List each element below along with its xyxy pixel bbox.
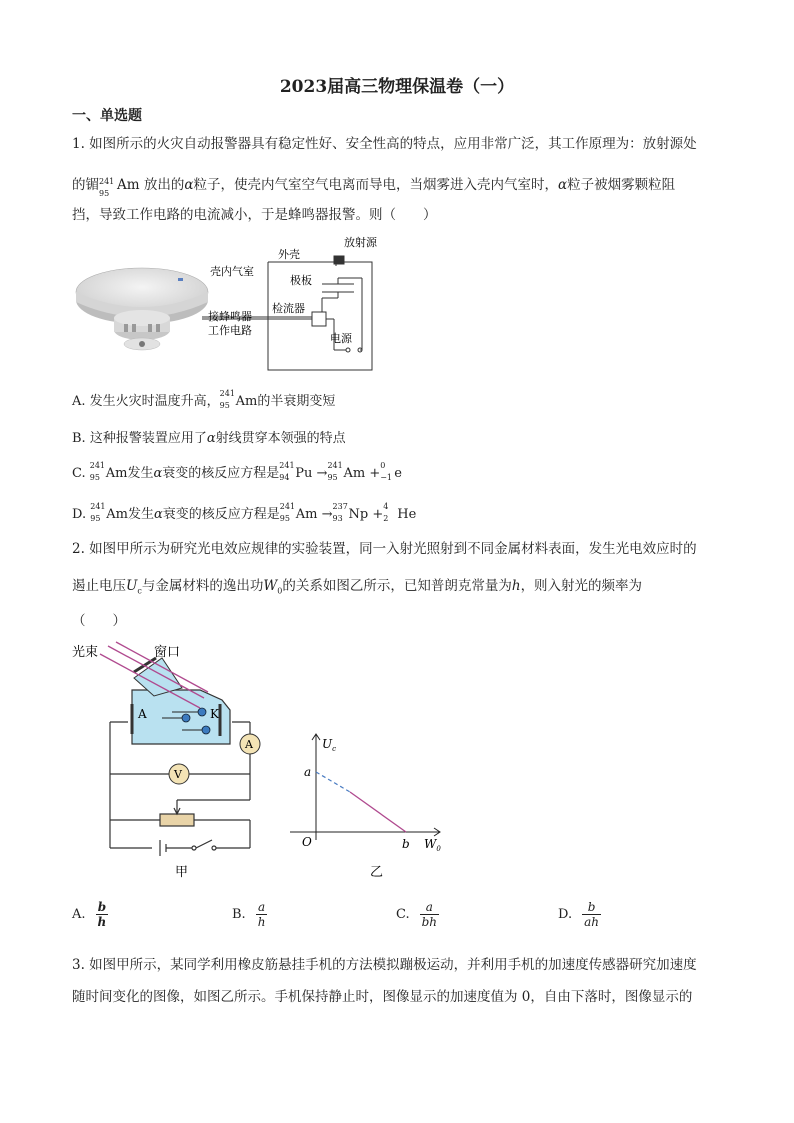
q2-option-b[interactable]: B. $\frac{a}{h}$: [232, 900, 266, 929]
label-buzzer-1: 接蜂鸣器: [208, 310, 252, 323]
label-plate: 极板: [290, 274, 312, 287]
q2-line3: （ ）: [72, 613, 126, 629]
q1-option-c[interactable]: C. 241 95 Am发生α衰变的核反应方程是 241 94 Pu → 241 95 Am + 0 −1 e: [72, 460, 402, 482]
label-chamber: 壳内气室: [210, 265, 254, 278]
data-line: [350, 792, 406, 832]
q2-line1: 2. 如图甲所示为研究光电效应规律的实验装置，同一入射光照射到不同金属材料表面，发生光电效应时的: [72, 541, 697, 557]
label-buzzer-2: 工作电路: [208, 324, 252, 337]
x-axis-label: $W_0$: [424, 837, 441, 853]
detector-image: [76, 268, 208, 350]
caption-jia: 甲: [175, 865, 189, 880]
page-title: 2023届高三物理保温卷（一）: [279, 77, 515, 97]
q1-line1: 1. 如图所示的火灾自动报警器具有稳定性好、安全性高的特点，应用非常广泛，其工作原理为：放射源处: [72, 136, 697, 152]
y-axis-label: $U_c$: [322, 737, 337, 753]
q2-option-c[interactable]: C. $\frac{a}{bh}$: [396, 900, 438, 929]
ammeter-label: A: [245, 738, 253, 751]
q1-line2: 的镅 241 95 Am 放出的α粒子，使壳内气室空气电离而导电，当烟雾进入壳内气室时，α粒子被烟雾颗粒阻: [72, 176, 676, 198]
intercept-a: a: [304, 765, 312, 779]
q1-option-d[interactable]: D. 241 95 Am发生α衰变的核反应方程是 241 95 Am → 237 93 Np + 4 2 He: [72, 501, 417, 523]
origin-label: O: [302, 835, 312, 849]
label-window: 窗口: [154, 645, 181, 660]
label-cathode: K: [210, 707, 219, 721]
section-heading: 一、单选题: [72, 108, 142, 124]
photoelectric-apparatus-figure: [72, 638, 272, 880]
q1-option-b[interactable]: B. 这种报警装置应用了α射线贯穿本领强的特点: [72, 431, 346, 446]
q1-option-a[interactable]: A. 发生火灾时温度升高， 241 95 Am的半衰期变短: [72, 388, 336, 410]
q2-option-d[interactable]: D. $\frac{b}{ah}$: [558, 900, 599, 929]
extrapolated-line: [316, 772, 350, 792]
q2-line2: 遏止电压$U_c$与金属材料的逸出功$W_0$的关系如图乙所示，已知普朗克常量为h，则入射光的频率为: [72, 578, 643, 596]
label-detector: 检流器: [272, 302, 305, 315]
am-nuclide: 241 95: [99, 176, 115, 198]
label-source: 放射源: [344, 236, 377, 249]
q1-line3: 挡，导致工作电路的电流减小，于是蜂鸣器报警。则（ ）: [72, 207, 437, 223]
q1-text: 的镅: [72, 177, 99, 193]
label-power: 电源: [330, 332, 352, 345]
smoke-detector-figure: [72, 232, 392, 374]
label-shell: 外壳: [278, 248, 300, 261]
uc-w0-graph: [290, 728, 450, 880]
label-anode: A: [138, 707, 147, 721]
label-light: 光束: [72, 645, 99, 660]
vacuum-tube: [132, 658, 230, 744]
caption-yi: 乙: [370, 865, 384, 880]
q3-line2: 随时间变化的图像，如图乙所示。手机保持静止时，图像显示的加速度值为 0，自由下落时，图像显示的: [72, 989, 693, 1005]
q3-line1: 3. 如图甲所示，某同学利用橡皮筋悬挂手机的方法模拟蹦极运动，并利用手机的加速度传感器研究加速度: [72, 957, 697, 973]
q2-option-a[interactable]: A. $\frac{b}{h}$: [72, 900, 107, 929]
voltmeter-label: V: [174, 768, 182, 781]
intercept-b: b: [402, 837, 410, 851]
